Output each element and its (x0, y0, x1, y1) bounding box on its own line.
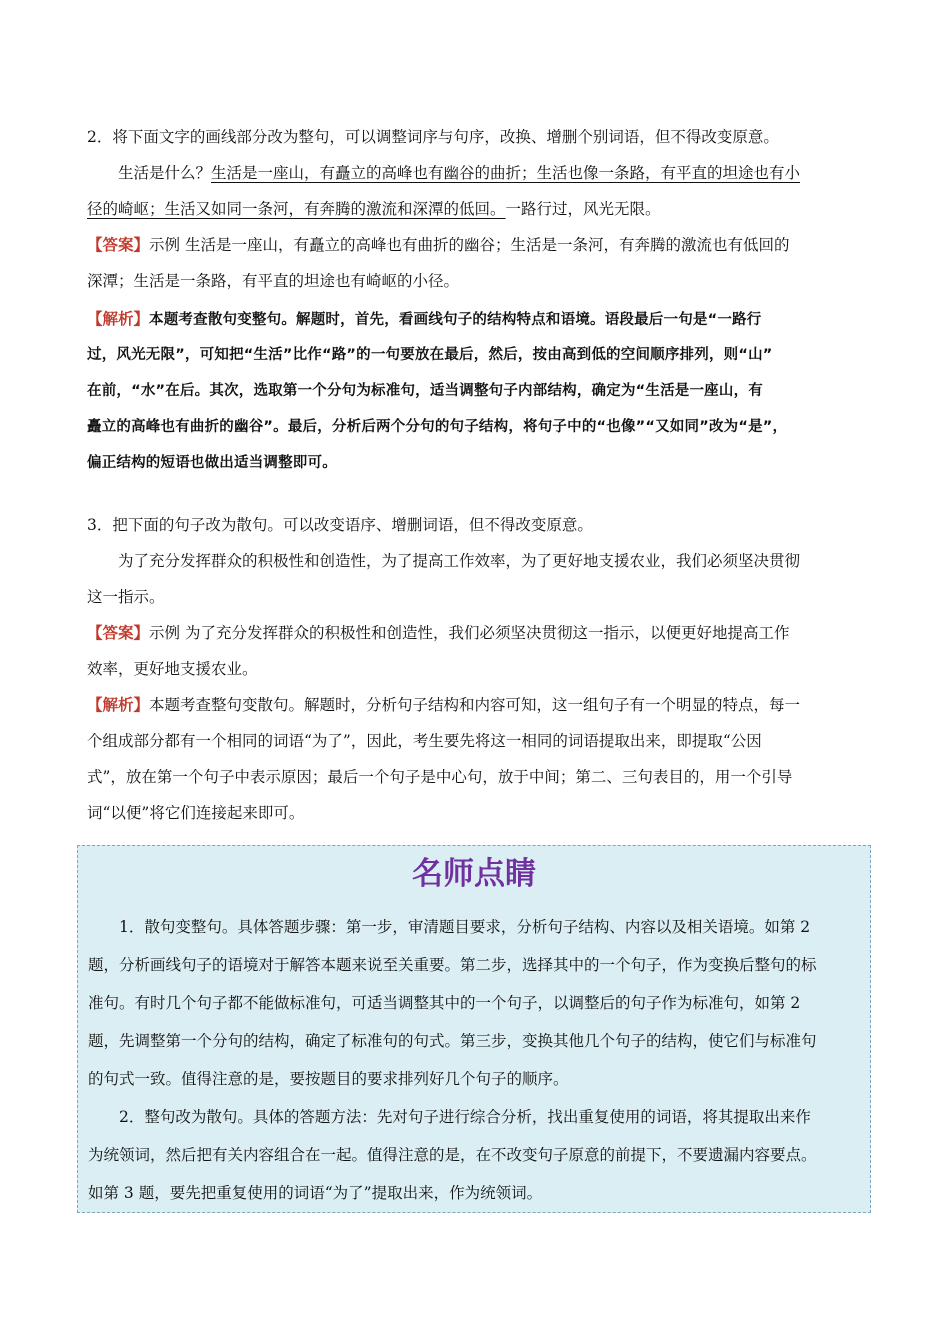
question-2-analysis-line-5: 偏正结构的短语也做出适当调整即可。 (87, 455, 337, 471)
tip-paragraph-1-line-3: 准句。有时几个句子都不能做标准句，可适当调整其中的一个句子，以调整后的句子作为标准句，如第 2 (88, 994, 801, 1012)
answer-text: 示例 生活是一座山，有矗立的高峰也有曲折的幽谷；生活是一条河，有奔腾的激流也有低回的 (149, 236, 790, 254)
question-3-analysis-line-4: 词“以便”将它们连接起来即可。 (87, 804, 305, 822)
question-2-answer-line-1 (87, 227, 865, 263)
question-3-answer-line-2: 效率，更好地支援农业。 (87, 660, 258, 678)
underlined-text: 生活是一座山，有矗立的高峰也有幽谷的曲折；生活也像一条路，有平直的坦途也有小 (211, 164, 801, 182)
question-3-analysis-line-3: 式”，放在第一个句子中表示原因；最后一个句子是中心句，放于中间；第二、三句表目的，用一个引导 (87, 768, 793, 786)
question-3-prompt: 3．把下面的句子改为散句。可以改变语序、增删词语，但不得改变原意。 (87, 516, 593, 534)
analysis-text: 本题考查散句变整句。解题时，首先，看画线句子的结构特点和语境。语段最后一句是“一路行 (149, 312, 762, 328)
question-2-prompt: 2．将下面文字的画线部分改为整句，可以调整词序与句序，改换、增删个别词语，但不得改变原意。 (87, 128, 779, 146)
question-2-passage-line-2 (87, 191, 865, 227)
analysis-text: 本题考查整句变散句。解题时，分析句子结构和内容可知，这一组句子有一个明显的特点，每一 (149, 696, 801, 714)
question-2-passage-line-1 (87, 155, 865, 191)
tip-paragraph-2-line-1: 2．整句改为散句。具体的答题方法：先对句子进行综合分析，找出重复使用的词语，将其提取出来作 (119, 1108, 811, 1126)
tip-paragraph-2-line-3: 如第 3 题，要先把重复使用的词语“为了”提取出来，作为统领词。 (88, 1184, 543, 1202)
teacher-tips-title: 名师点睛 (412, 856, 536, 892)
question-2-analysis-line-4: 矗立的高峰也有曲折的幽谷”。最后，分析后两个分句的句子结构，将句子中的“也像”“又如同”改为“是”， (87, 419, 788, 435)
answer-text: 示例 为了充分发挥群众的积极性和创造性，我们必须坚决贯彻这一指示，以便更好地提高工作 (149, 624, 790, 642)
passage-lead: 生活是什么？ (118, 164, 212, 182)
tip-paragraph-1-line-1: 1．散句变整句。具体答题步骤：第一步，审清题目要求，分析句子结构、内容以及相关语境。如第 2 (119, 918, 811, 936)
teacher-tips-box (77, 845, 871, 1213)
analysis-tag: 【解析】 (87, 696, 150, 714)
question-3-passage-line-1: 为了充分发挥群众的积极性和创造性，为了提高工作效率，为了更好地支援农业，我们必须坚决贯彻 (118, 552, 801, 570)
question-2-analysis-line-1 (87, 301, 865, 337)
question-2 (87, 119, 865, 481)
question-3 (87, 507, 865, 831)
question-3-passage-line-2: 这一指示。 (87, 588, 165, 606)
tip-paragraph-1-line-4: 题，先调整第一个分句的结构，确定了标准句的句式。第三步，变换其他几个句子的结构，使它们与标准句 (88, 1032, 817, 1050)
teacher-tips-text (88, 908, 864, 1212)
answer-tag: 【答案】 (87, 624, 150, 642)
question-3-answer-line-1 (87, 615, 865, 651)
underlined-text: 径的崎岖；生活又如同一条河，有奔腾的激流和深潭的低回。 (87, 200, 506, 218)
passage-tail: 一路行过，风光无限。 (505, 200, 661, 218)
tip-paragraph-2-line-2: 为统领词，然后把有关内容组合在一起。值得注意的是，在不改变句子原意的前提下，不要遗漏内容要点。 (88, 1146, 817, 1164)
question-2-analysis-line-2: 过，风光无限”，可知把“生活”比作“路”的一句要放在最后，然后，按由高到低的空间顺序排列，则“山” (87, 347, 773, 363)
question-2-answer-line-2: 深潭；生活是一条路，有平直的坦途也有崎岖的小径。 (87, 272, 460, 290)
tip-paragraph-1-line-2: 题，分析画线句子的语境对于解答本题来说至关重要。第二步，选择其中的一个句子，作为变换后整句的标 (88, 956, 817, 974)
answer-tag: 【答案】 (87, 236, 150, 254)
question-2-analysis-line-3: 在前，“水”在后。其次，选取第一个分句为标准句，适当调整句子内部结构，确定为“生活是一座山，有 (87, 383, 763, 399)
analysis-tag: 【解析】 (87, 310, 150, 328)
question-3-analysis-line-2: 个组成部分都有一个相同的词语“为了”，因此，考生要先将这一相同的词语提取出来，即提取“公因 (87, 732, 762, 750)
question-3-analysis-line-1 (87, 687, 865, 723)
tip-paragraph-1-line-5: 的句式一致。值得注意的是，要按题目的要求排列好几个句子的顺序。 (88, 1070, 569, 1088)
